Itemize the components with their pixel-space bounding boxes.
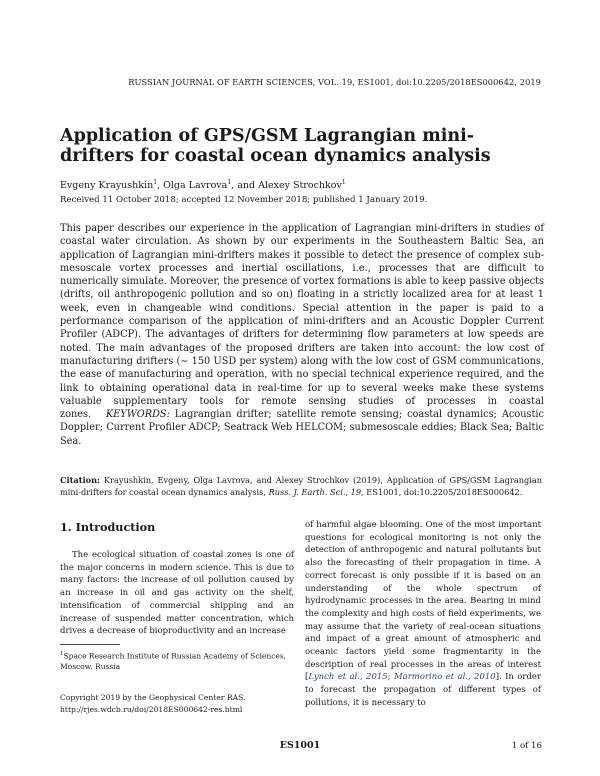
reference-link[interactable]: Marmorino et al., 2010 [393, 672, 496, 683]
author-name: Evgeny Krayushkin [60, 180, 154, 192]
footer-page-number: 1 of 16 [511, 741, 542, 751]
footnote-divider [60, 644, 120, 645]
copyright-block [60, 692, 300, 715]
citation-journal: Russ. J. Earth. Sci., 19, [268, 487, 364, 497]
citation-doi: ES1001, doi:10.2205/2018ES000642. [366, 487, 523, 497]
publication-dates: Received 11 October 2018; accepted 12 November 2018; published 1 January 2019. [60, 195, 428, 205]
copyright-line: Copyright 2019 by the Geophysical Center RAS. [60, 693, 246, 702]
abstract [60, 222, 544, 448]
footnote-text: Space Research Institute of Russian Academy of Sciences, Moscow, Russia [60, 651, 287, 671]
author-list: Evgeny Krayushkin$^1$, Olga Lavrova$^1$, and Alexey Strochkov$^1$ [60, 179, 346, 192]
keywords: Lagrangian drifter; satellite remote sensing; coastal dynamics; Acoustic Doppler; Current Profiler ADCP; Seatrack Web HELCOM; submesoscale eddies; Black Sea; Baltic Sea. [60, 409, 544, 447]
section-title: Introduction [75, 520, 156, 534]
intro-text: ]. In order to forecast the propagation of different types of pollutions, it is necessary to [305, 672, 541, 708]
citation-label: Citation: [60, 475, 101, 485]
footnote-mark: 1 [60, 651, 64, 657]
affiliation-mark: 1 [153, 179, 158, 186]
affiliation-mark: 1 [227, 179, 232, 186]
footer-article-id: ES1001 [279, 740, 321, 751]
running-head: RUSSIAN JOURNAL OF EARTH SCIENCES, VOL. 19, ES1001, doi:10.2205/2018ES000642, 2019 [128, 77, 541, 87]
author-name: Alexey Strochkov [258, 180, 342, 192]
intro-right-column: of harmful algae blooming. One of the most important questions for ecological monitoring is not only the detection of anthropogenic and natural pollutants but also the forecasting of their propagation in time. A correct forecast is only possible if it is based on an understanding of the whole spectrum of hydrodynamic processes in the area. Bearing in mind the complexity and high costs of field experiments, we may assume that the variety of real-ocean situations and impact of a great amount of atmospheric and oceanic factors yield some fragmentarity in the description of real processes in the areas of interest [Lynch et al., 2015; Marmorino et al., 2010]. In order to forecast the propagation of different types of pollutions, it is necessary to [305, 520, 541, 708]
citation [60, 474, 542, 498]
section-number: 1. [60, 520, 72, 534]
abstract-text: This paper describes our experience in the application of Lagrangian mini-drifters in studies of coastal water circulation. As shown by our experiments in the Southeastern Baltic Sea, an application of Lagrangian mini-drifters makes it possible to detect the presence of complex sub-mesoscale vortex processes and inertial oscillations, i.e., processes that are difficult to numerically simulate. Moreover, the presence of vortex formations is able to keep passive objects (drifts, oil anthropogenic pollution and so on) floating in a strictly localized area for at least 1 week, even in changeable wind conditions. Special attention in the paper is paid to a performance comparison of the application of mini-drifters and an Acoustic Doppler Current Profiler (ADCP). The advantages of drifters for determining flow parameters at low speeds are noted. The main advantages of the proposed drifters are taken into account: the low cost of manufacturing drifters (∼ 150 USD per system) along with the low cost of GSM communications, the ease of manufacturing and operation, with no special technical experience required, and the link to obtaining operational data in real-time for up to several weeks make these systems valuable supplementary tools for remote sensing studies of processes in coastal zones. [60, 223, 544, 421]
reference-link[interactable]: Lynch et al., 2015 [308, 672, 388, 683]
affiliation-mark: 1 [341, 179, 346, 186]
author-name: Olga Lavrova [163, 180, 228, 192]
intro-text: of harmful algae blooming. One of the most important questions for ecological monitoring is not only the detection of anthropogenic and natural pollutants but also the forecasting of their propagation in time. A correct forecast is only possible if it is based on an understanding of the whole spectrum of hydrodynamic processes in the area. Bearing in mind the complexity and high costs of field experiments, we may assume that the variety of real-ocean situations and impact of a great amount of atmospheric and oceanic factors yield some fragmentarity in the description of real processes in the areas of interest [ [305, 520, 541, 683]
paper-title: Application of GPS/GSM Lagrangian mini-drifters for coastal ocean dynamics analysis [60, 126, 491, 166]
intro-left-column: The ecological situation of coastal zones is one of the major concerns in modern science. This is due to many factors: the increase of oil pollution caused by an increase in oil and gas activity on the shelf, intensification of commercial shipping and an increase of suspended matter concentration, which drives a decrease of bioproductivity and an increase [60, 550, 294, 637]
keywords-label: KEYWORDS: [105, 409, 170, 421]
citation-text: Krayushkin, Evgeny, Olga Lavrova, and Alexey Strochkov (2019), Application of GPS/GSM Lagrangian mini-drifters for coastal ocean dynamics analysis, [60, 475, 542, 497]
section-heading [60, 520, 155, 534]
article-url[interactable]: http://rjes.wdcb.ru/doi/2018ES000642-res.html [60, 704, 243, 714]
affiliation-footnote [60, 649, 294, 673]
